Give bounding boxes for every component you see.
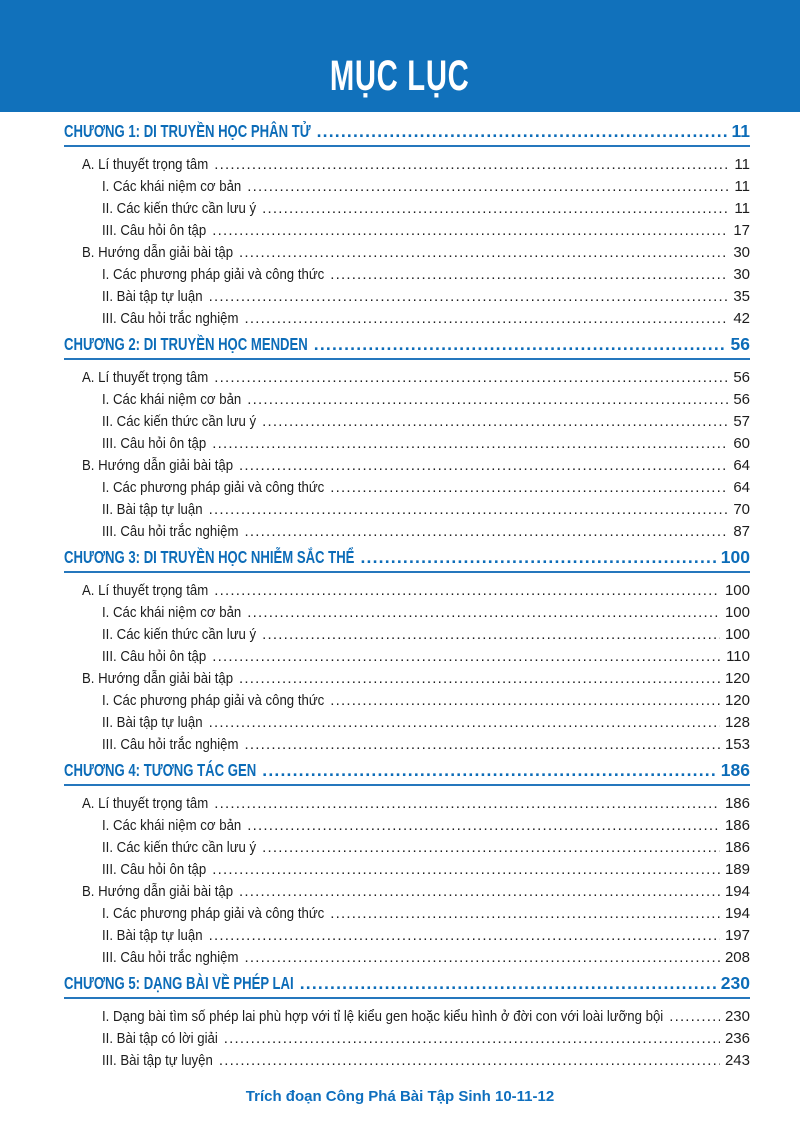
- toc-item-label: B. Hướng dẫn giải bài tập: [82, 244, 234, 261]
- toc-item-label: II. Bài tập tự luận: [102, 288, 203, 305]
- toc-item-row: [102, 411, 750, 433]
- chapter-section: [64, 334, 750, 543]
- toc-item-row: [102, 646, 750, 668]
- toc-item-label: I. Các phương pháp giải và công thức: [102, 479, 325, 496]
- dot-leader: [208, 793, 720, 815]
- dot-leader: [663, 1006, 720, 1028]
- toc-item-row: [102, 837, 750, 859]
- dot-leader: [308, 334, 726, 354]
- dot-leader: [203, 499, 729, 521]
- page-number: 11: [734, 200, 750, 217]
- page-header-banner: [0, 0, 800, 112]
- chapter-title: CHƯƠNG 5: DẠNG BÀI VỀ PHÉP LAI: [64, 973, 294, 993]
- toc-item-label: B. Hướng dẫn giải bài tập: [82, 457, 234, 474]
- chapter-title: CHƯƠNG 3: DI TRUYỀN HỌC NHIỄM SẮC THỂ: [64, 547, 355, 567]
- page-number: 11: [734, 178, 750, 195]
- chapter-title: CHƯƠNG 1: DI TRUYỀN HỌC PHÂN TỬ: [64, 121, 311, 141]
- toc-item-row: [102, 1050, 750, 1072]
- toc-item-row: [102, 947, 750, 969]
- toc-item-row: [102, 1006, 750, 1028]
- page-number: 186: [720, 760, 750, 780]
- page-number: 60: [733, 435, 750, 452]
- toc-item-row: [102, 602, 750, 624]
- toc-item-label: B. Hướng dẫn giải bài tập: [82, 670, 234, 687]
- dot-leader: [241, 389, 728, 411]
- page-number: 64: [733, 457, 750, 474]
- toc-item-label: II. Các kiến thức cần lưu ý: [102, 413, 257, 430]
- toc-item-label: II. Bài tập tự luận: [102, 501, 203, 518]
- dot-leader: [324, 903, 720, 925]
- toc-item-label: III. Câu hỏi trắc nghiệm: [102, 949, 239, 966]
- toc-item-row: [102, 308, 750, 330]
- toc-item-row: [102, 859, 750, 881]
- dot-leader: [294, 973, 716, 993]
- toc-item-label: I. Các phương pháp giải và công thức: [102, 905, 325, 922]
- page-number: 57: [733, 413, 750, 430]
- toc-item-label: II. Các kiến thức cần lưu ý: [102, 839, 257, 856]
- dot-leader: [233, 668, 720, 690]
- dot-leader: [208, 154, 729, 176]
- toc-item-row: [82, 367, 750, 389]
- dot-leader: [218, 1028, 720, 1050]
- dot-leader: [238, 734, 719, 756]
- toc-item-row: [102, 286, 750, 308]
- toc-item-label: A. Lí thuyết trọng tâm: [82, 582, 209, 599]
- page-number: 230: [720, 973, 750, 993]
- dot-leader: [241, 815, 720, 837]
- page-number: 100: [724, 626, 750, 643]
- toc-chapter-row: [64, 973, 750, 999]
- toc-item-row: [102, 624, 750, 646]
- dot-leader: [238, 521, 728, 543]
- toc-item-row: [82, 881, 750, 903]
- page-number: 56: [730, 334, 750, 354]
- toc-item-label: II. Bài tập tự luận: [102, 927, 203, 944]
- page-number: 30: [733, 244, 750, 261]
- toc-item-row: [102, 734, 750, 756]
- toc-item-label: I. Dạng bài tìm số phép lai phù hợp với tỉ lệ kiểu gen hoặc kiểu hình ở đời con với loài lưỡng bội: [102, 1008, 664, 1025]
- toc-item-label: A. Lí thuyết trọng tâm: [82, 795, 209, 812]
- toc-item-label: II. Các kiến thức cần lưu ý: [102, 626, 257, 643]
- toc-item-label: III. Câu hỏi ôn tập: [102, 648, 207, 665]
- page-number: 100: [724, 582, 750, 599]
- toc-item-label: I. Các phương pháp giải và công thức: [102, 266, 325, 283]
- dot-leader: [238, 947, 719, 969]
- toc-item-row: [102, 499, 750, 521]
- dot-leader: [324, 477, 728, 499]
- toc-item-row: [82, 455, 750, 477]
- dot-leader: [206, 859, 720, 881]
- dot-leader: [241, 602, 720, 624]
- page-number: 208: [724, 949, 750, 966]
- page-number: 42: [733, 310, 750, 327]
- toc-item-label: A. Lí thuyết trọng tâm: [82, 369, 209, 386]
- toc-content: [0, 112, 800, 1072]
- toc-chapter-row: [64, 547, 750, 573]
- toc-item-row: [102, 521, 750, 543]
- toc-item-label: I. Các khái niệm cơ bản: [102, 604, 242, 621]
- dot-leader: [256, 837, 720, 859]
- toc-item-row: [102, 264, 750, 286]
- toc-item-row: [82, 668, 750, 690]
- dot-leader: [203, 712, 720, 734]
- page-number: 100: [720, 547, 750, 567]
- toc-item-label: A. Lí thuyết trọng tâm: [82, 156, 209, 173]
- table-of-contents: [64, 121, 750, 1072]
- toc-item-label: II. Các kiến thức cần lưu ý: [102, 200, 257, 217]
- page-number: 186: [724, 795, 750, 812]
- page-number: 11: [734, 156, 750, 173]
- chapter-section: [64, 760, 750, 969]
- dot-leader: [311, 121, 727, 141]
- page-number: 194: [724, 883, 750, 900]
- page-number: 186: [724, 817, 750, 834]
- dot-leader: [213, 1050, 720, 1072]
- dot-leader: [203, 925, 720, 947]
- dot-leader: [206, 646, 721, 668]
- toc-chapter-row: [64, 760, 750, 786]
- page-title: MỤC LỤC: [330, 52, 470, 100]
- toc-item-row: [102, 220, 750, 242]
- page-number: 128: [724, 714, 750, 731]
- chapter-title: CHƯƠNG 4: TƯƠNG TÁC GEN: [64, 760, 257, 780]
- page-number: 64: [733, 479, 750, 496]
- page-number: 194: [724, 905, 750, 922]
- toc-item-label: III. Bài tập tự luyện: [102, 1052, 213, 1069]
- toc-item-row: [102, 198, 750, 220]
- dot-leader: [256, 624, 720, 646]
- page-number: 236: [724, 1030, 750, 1047]
- page-number: 56: [733, 391, 750, 408]
- page-number: 87: [733, 523, 750, 540]
- chapter-items: [64, 367, 750, 543]
- toc-chapter-row: [64, 121, 750, 147]
- chapter-section: [64, 547, 750, 756]
- toc-item-label: III. Câu hỏi trắc nghiệm: [102, 310, 239, 327]
- toc-item-row: [102, 903, 750, 925]
- dot-leader: [355, 547, 716, 567]
- chapter-items: [64, 1006, 750, 1072]
- page-number: 17: [733, 222, 750, 239]
- toc-item-label: III. Câu hỏi ôn tập: [102, 861, 207, 878]
- page-number: 70: [733, 501, 750, 518]
- page-number: 56: [733, 369, 750, 386]
- toc-item-row: [102, 815, 750, 837]
- dot-leader: [233, 455, 728, 477]
- toc-item-label: B. Hướng dẫn giải bài tập: [82, 883, 234, 900]
- chapter-title: CHƯƠNG 2: DI TRUYỀN HỌC MENDEN: [64, 334, 308, 354]
- toc-item-row: [102, 925, 750, 947]
- dot-leader: [206, 433, 728, 455]
- dot-leader: [238, 308, 728, 330]
- dot-leader: [208, 367, 728, 389]
- dot-leader: [233, 242, 728, 264]
- toc-item-row: [82, 154, 750, 176]
- chapter-items: [64, 793, 750, 969]
- dot-leader: [324, 264, 728, 286]
- page-number: 35: [733, 288, 750, 305]
- toc-item-row: [102, 1028, 750, 1050]
- page-number: 230: [724, 1008, 750, 1025]
- toc-item-label: II. Bài tập tự luận: [102, 714, 203, 731]
- toc-item-label: II. Bài tập có lời giải: [102, 1030, 218, 1047]
- dot-leader: [256, 198, 729, 220]
- toc-item-label: III. Câu hỏi ôn tập: [102, 222, 207, 239]
- dot-leader: [324, 690, 720, 712]
- page-number: 186: [724, 839, 750, 856]
- dot-leader: [206, 220, 728, 242]
- toc-item-label: III. Câu hỏi trắc nghiệm: [102, 736, 239, 753]
- chapter-items: [64, 154, 750, 330]
- toc-item-row: [102, 712, 750, 734]
- page-number: 120: [724, 670, 750, 687]
- toc-item-label: III. Câu hỏi ôn tập: [102, 435, 207, 452]
- page-number: 100: [724, 604, 750, 621]
- page-footer: [0, 1088, 800, 1105]
- toc-chapter-row: [64, 334, 750, 360]
- chapter-section: [64, 973, 750, 1072]
- toc-item-row: [102, 176, 750, 198]
- page-number: 189: [724, 861, 750, 878]
- page-number: 243: [724, 1052, 750, 1069]
- dot-leader: [233, 881, 720, 903]
- page-number: 30: [733, 266, 750, 283]
- chapter-section: [64, 121, 750, 330]
- toc-item-label: I. Các khái niệm cơ bản: [102, 817, 242, 834]
- toc-item-label: I. Các phương pháp giải và công thức: [102, 692, 325, 709]
- footer-text: Trích đoạn Công Phá Bài Tập Sinh 10-11-12: [245, 1088, 555, 1105]
- page-number: 110: [726, 648, 750, 665]
- page-number: 153: [724, 736, 750, 753]
- toc-item-row: [102, 477, 750, 499]
- page-number: 197: [724, 927, 750, 944]
- dot-leader: [208, 580, 720, 602]
- toc-item-row: [82, 793, 750, 815]
- dot-leader: [256, 411, 728, 433]
- toc-item-row: [82, 242, 750, 264]
- toc-item-row: [82, 580, 750, 602]
- toc-item-label: I. Các khái niệm cơ bản: [102, 178, 242, 195]
- page-number: 120: [724, 692, 750, 709]
- dot-leader: [241, 176, 729, 198]
- toc-item-row: [102, 389, 750, 411]
- dot-leader: [203, 286, 729, 308]
- toc-item-row: [102, 690, 750, 712]
- toc-item-label: I. Các khái niệm cơ bản: [102, 391, 242, 408]
- page-number: 11: [731, 121, 750, 141]
- chapter-items: [64, 580, 750, 756]
- toc-item-row: [102, 433, 750, 455]
- toc-item-label: III. Câu hỏi trắc nghiệm: [102, 523, 239, 540]
- dot-leader: [256, 760, 716, 780]
